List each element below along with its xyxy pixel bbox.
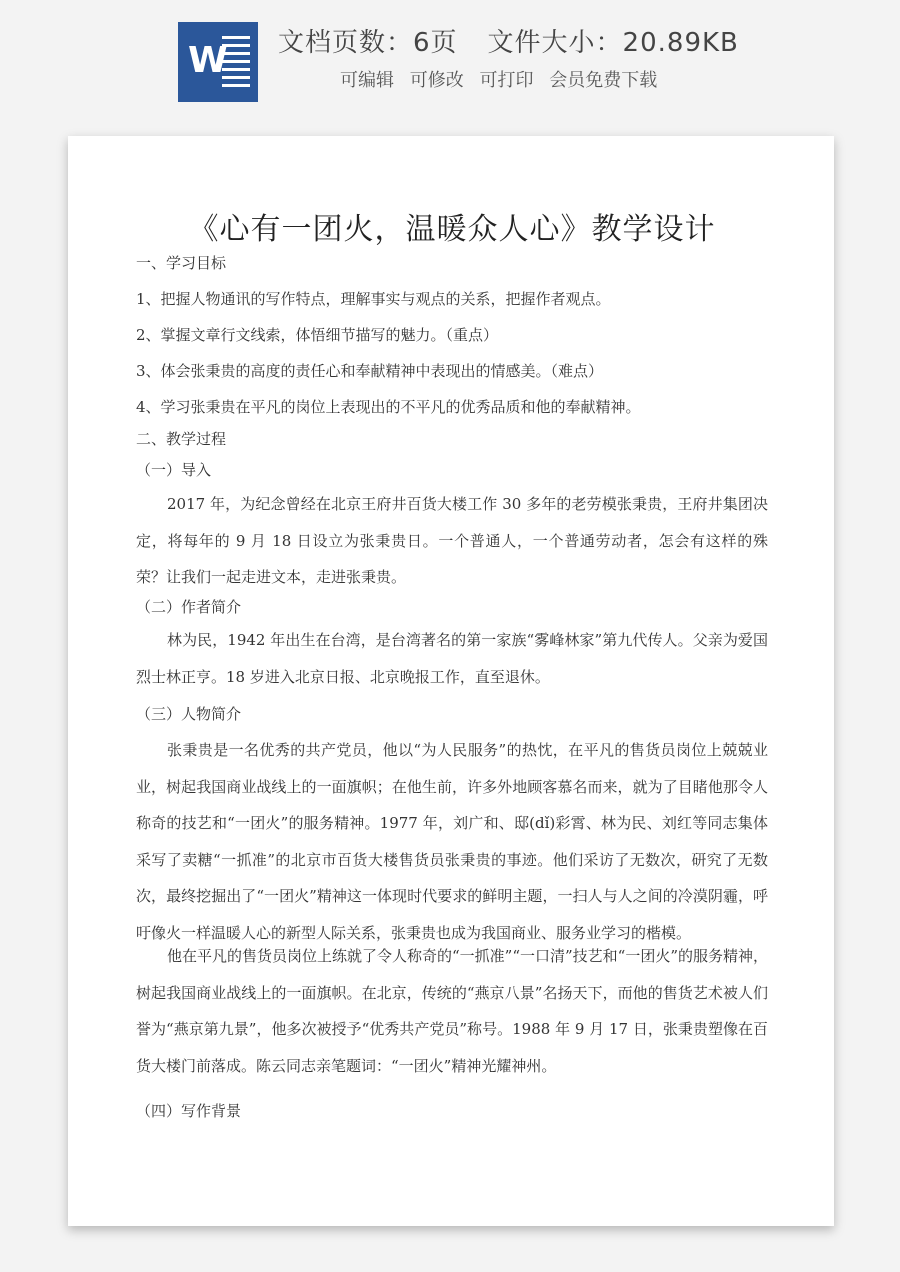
document-title: 《心有一团火，温暖众人心》教学设计 [188, 212, 716, 247]
document-info [278, 22, 739, 59]
goal-item: 2、掌握文章行文线索，体悟细节描写的魅力。（重点） [136, 326, 499, 344]
feature-editable: 可编辑 [340, 70, 394, 91]
goal-item: 4、学习张秉贵在平凡的岗位上表现出的不平凡的优秀品质和他的奉献精神。 [136, 398, 641, 416]
file-size: 文件大小：20.89KB [487, 28, 739, 58]
subheading-background: （四）写作背景 [136, 1102, 242, 1120]
feature-modifiable: 可修改 [409, 70, 464, 91]
download-header [0, 0, 900, 125]
goal-item: 3、体会张秉贵的高度的责任心和奉献精神中表现出的情感美。（难点） [136, 362, 604, 380]
person-paragraph-2: 他在平凡的售货员岗位上练就了令人称奇的“一抓准”“一口清”技艺和“一团火”的服务精神，树起我国商业战线上的一面旗帜。在北京，传统的“燕京八景”名扬天下，而他的售货艺术被人们誉为“燕京第九景”，他多次被授予“优秀共产党员”称号。1988 年 9 月 17 日，张秉贵塑像在百货大楼门前落成。陈云同志亲笔题词：“一团火”精神光耀神州。 [136, 947, 769, 1075]
feature-member-download: 会员免费下载 [549, 70, 658, 91]
person-paragraph-1: 张秉贵是一名优秀的共产党员，他以“为人民服务”的热忱，在平凡的售货员岗位上兢兢业业，树起我国商业战线上的一面旗帜；在他生前，许多外地顾客慕名而来，就为了目睹他那令人称奇的技艺和“一团火”的服务精神。1977 年，刘广和、邸(dǐ)彩霄、林为民、刘红等同志集体采写了卖糖“一抓准”的北京市百货大楼售货员张秉贵的事迹。他们采访了无数次，研究了无数次，最终挖掘出了“一团火”精神这一体现时代要求的鲜明主题，一扫人与人之间的冷漠阴霾，呼吁像火一样温暖人心的新型人际关系，张秉贵也成为我国商业、服务业学习的楷模。 [136, 741, 768, 942]
subheading-author: （二）作者简介 [136, 598, 242, 616]
word-document-icon: W [178, 22, 258, 102]
subheading-intro: （一）导入 [136, 461, 212, 479]
section-heading-goals: 一、学习目标 [136, 254, 227, 272]
section-heading-process: 二、教学过程 [136, 430, 227, 448]
document-page [68, 136, 834, 1226]
feature-printable: 可打印 [479, 70, 534, 91]
page-count: 文档页数：6页 [278, 28, 458, 58]
author-paragraph: 林为民，1942 年出生在台湾，是台湾著名的第一家族“雾峰林家”第九代传人。父亲为爱国烈士林正亨。18 岁进入北京日报、北京晚报工作，直至退休。 [136, 631, 768, 686]
feature-list [340, 66, 667, 92]
intro-paragraph: 2017 年，为纪念曾经在北京王府井百货大楼工作 30 多年的老劳模张秉贵，王府井集团决定，将每年的 9 月 18 日设立为张秉贵日。一个普通人，一个普通劳动者，怎会有这样的殊荣？让我们一起走进文本，走进张秉贵。 [136, 495, 768, 586]
subheading-person: （三）人物简介 [136, 705, 242, 723]
goal-item: 1、把握人物通讯的写作特点，理解事实与观点的关系，把握作者观点。 [136, 290, 611, 308]
